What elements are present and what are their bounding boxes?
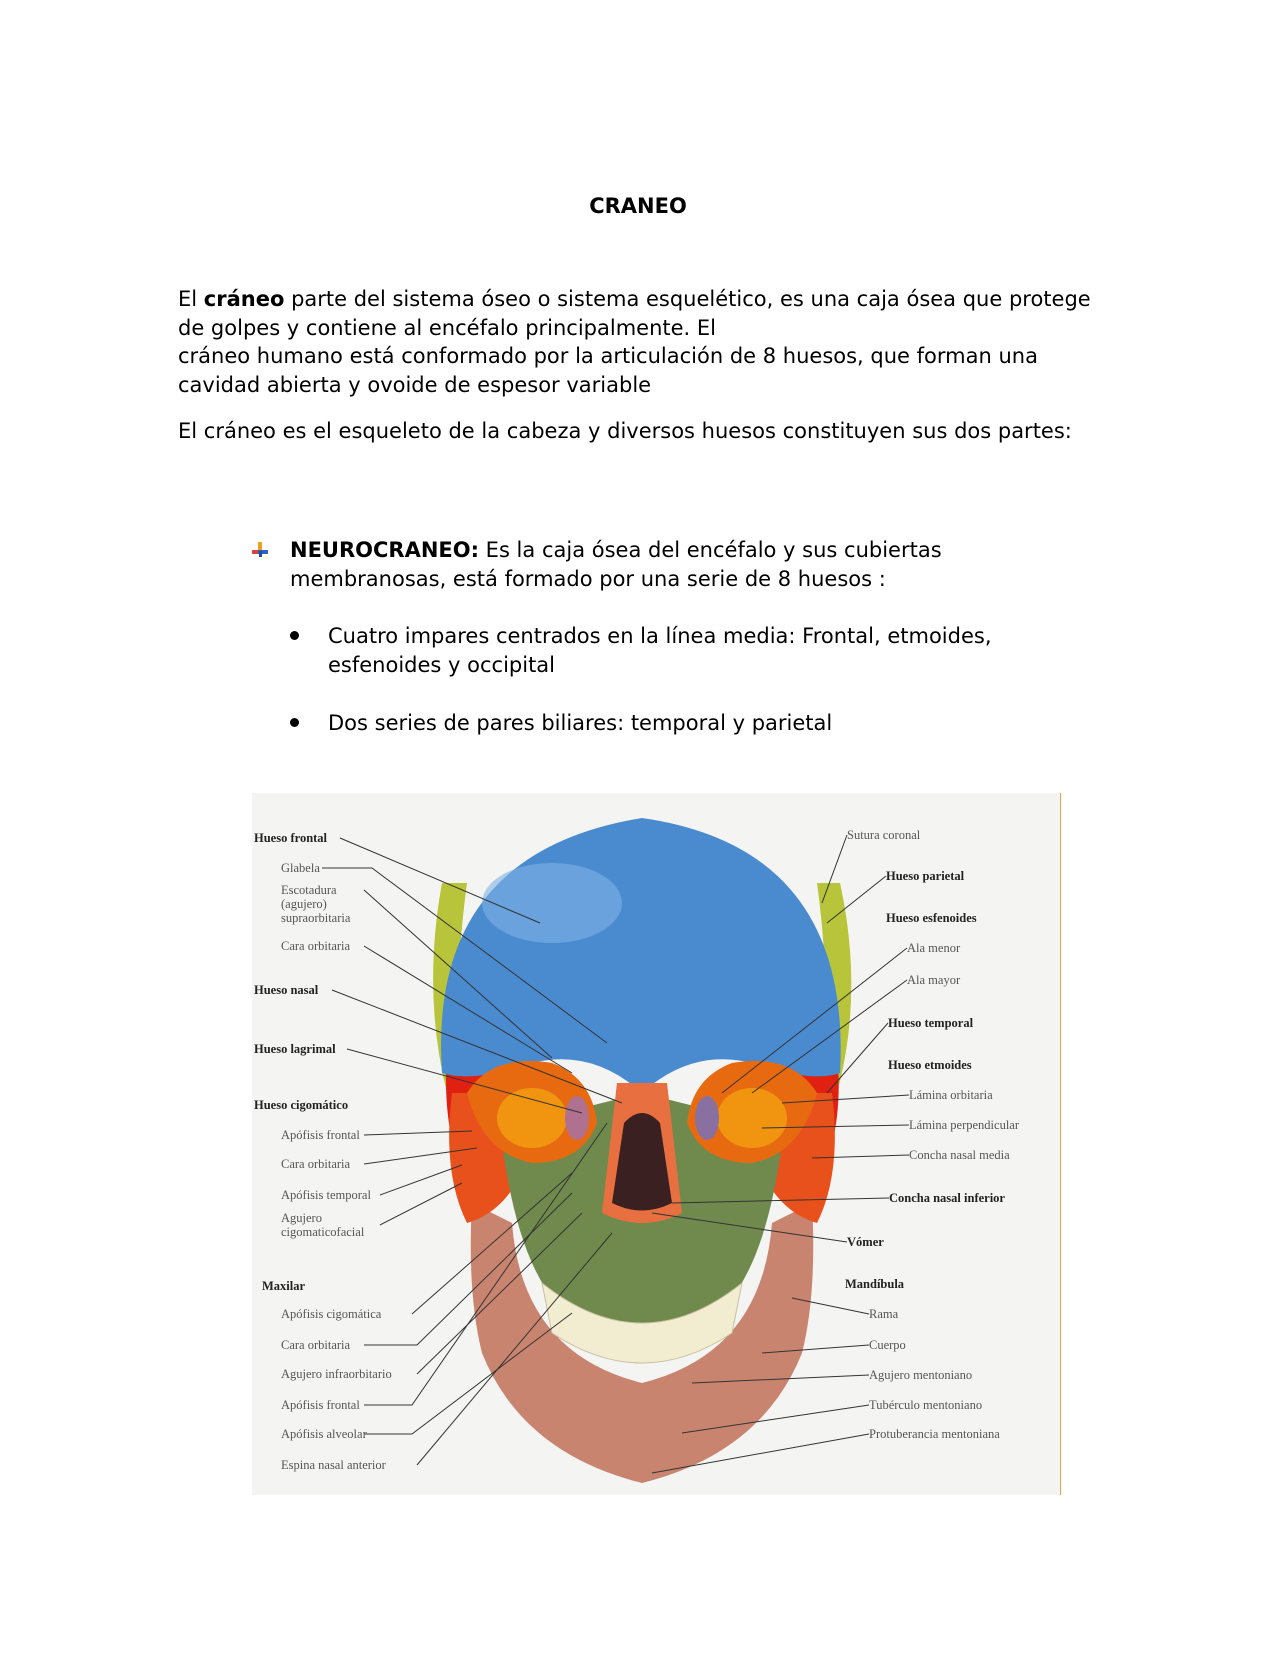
label: Escotadura <box>281 883 337 897</box>
label: Lámina perpendicular <box>909 1118 1020 1132</box>
label: Apófisis frontal <box>281 1398 360 1412</box>
list-item: Dos series de pares biliares: temporal y parietal <box>328 711 833 735</box>
label: Agujero mentoniano <box>869 1368 973 1382</box>
label: Rama <box>869 1307 899 1321</box>
label: Espina nasal anterior <box>281 1458 386 1472</box>
label: Cara orbitaria <box>281 1338 351 1352</box>
bullet-icon <box>290 631 299 640</box>
label: Hueso nasal <box>254 983 319 997</box>
list-item: Cuatro impares centrados en la línea media: Frontal, etmoides, esfenoides y occipital <box>328 624 992 677</box>
label: Concha nasal inferior <box>889 1191 1005 1205</box>
document-title: CRANEO <box>589 194 687 218</box>
label: (agujero) <box>281 897 327 911</box>
label: Agujero infraorbitario <box>281 1367 392 1381</box>
label: Protuberancia mentoniana <box>869 1427 1000 1441</box>
label: Cara orbitaria <box>281 1157 351 1171</box>
intro-paragraph <box>178 285 1098 399</box>
label: Hueso parietal <box>886 869 965 883</box>
bold-term: cráneo <box>203 287 285 311</box>
label: supraorbitaria <box>281 911 351 925</box>
arrow-bullet-icon <box>250 542 270 558</box>
label: Glabela <box>281 861 320 875</box>
label: Hueso etmoides <box>888 1058 972 1072</box>
label: Hueso frontal <box>254 831 328 845</box>
label: Concha nasal media <box>909 1148 1010 1162</box>
neurocraneo-item <box>290 536 1090 593</box>
label: Vómer <box>847 1235 884 1249</box>
label: Hueso temporal <box>888 1016 974 1030</box>
label: Ala mayor <box>907 973 961 987</box>
text: El <box>178 287 204 311</box>
label: Hueso lagrimal <box>254 1042 336 1056</box>
label: Apófisis frontal <box>281 1128 360 1142</box>
skull-illustration <box>252 793 1060 1495</box>
label: Cuerpo <box>869 1338 906 1352</box>
text: cráneo humano está conformado por la articulación de 8 huesos, que forman una cavidad abierta y ovoide de espesor variable <box>178 344 1038 397</box>
neurocraneo-heading: NEUROCRANEO: <box>290 538 479 562</box>
label: Apófisis temporal <box>281 1188 371 1202</box>
label: Lámina orbitaria <box>909 1088 993 1102</box>
label: Mandíbula <box>845 1277 905 1291</box>
label: Ala menor <box>907 941 961 955</box>
label: Maxilar <box>262 1279 306 1293</box>
label: Hueso cigomático <box>254 1098 349 1112</box>
label: Cara orbitaria <box>281 939 351 953</box>
bullet-icon <box>290 718 299 727</box>
label: Apófisis cigomática <box>281 1307 382 1321</box>
skull-diagram <box>252 793 1061 1495</box>
text: Es la caja ósea del encéfalo y sus cubiertas membranosas, está formado por una serie de 8 huesos : <box>290 538 942 591</box>
label: Agujero <box>281 1211 322 1225</box>
text: parte del sistema óseo o sistema esquelético, es una caja ósea que protege de golpes y contiene al encéfalo principalmente. El <box>178 287 1091 340</box>
label: Apófisis alveolar <box>281 1427 367 1441</box>
label: Hueso esfenoides <box>886 911 977 925</box>
label: Sutura coronal <box>847 828 921 842</box>
label: Tubérculo mentoniano <box>869 1398 983 1412</box>
parts-paragraph: El cráneo es el esqueleto de la cabeza y diversos huesos constituyen sus dos partes: <box>178 419 1072 443</box>
label: cigomaticofacial <box>281 1225 365 1239</box>
